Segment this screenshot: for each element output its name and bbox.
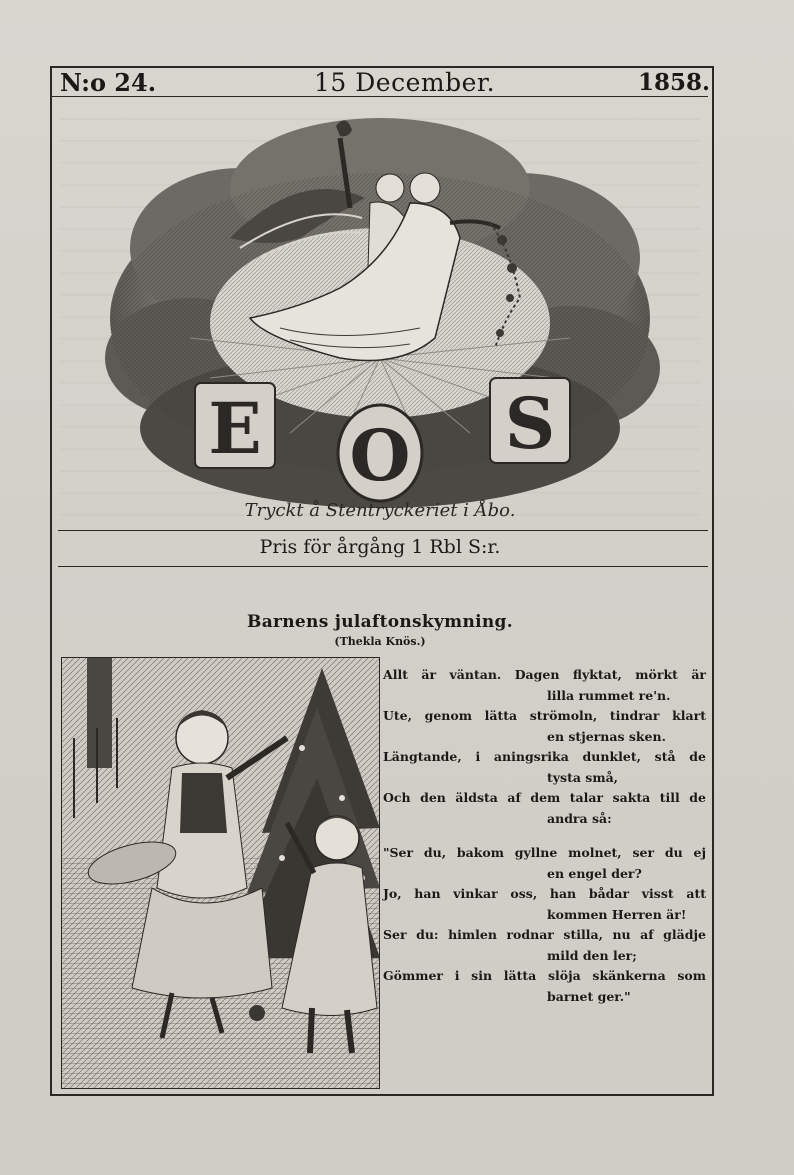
poem-body [383,665,708,1007]
poem-line: kommen Herren är! [547,906,687,922]
printer-credit: Tryckt å Stentryckeriet i Åbo. [244,500,516,521]
poem-line: Allt är väntan. Dagen flyktat, mörkt är [383,667,706,682]
issue-year: 1858. [638,69,711,96]
poem-line: Ser du: himlen rodnar stilla, nu af glädje [383,927,706,942]
subscription-price: Pris för årgång 1 Rbl S:r. [259,536,501,558]
poem-line: en stjernas sken. [547,728,666,744]
poem-title: Barnens julaftonskymning. [247,612,513,632]
christmas-illustration [61,657,380,1089]
masthead-letter-s: S [504,382,556,465]
poem-line: lilla rummet re'n. [547,687,671,703]
children-tree-engraving [62,658,379,1088]
issue-date: 15 December. [314,68,496,97]
poem-line: mild den ler; [547,947,637,963]
poem-stanza-1 [383,665,708,829]
masthead-illustration [100,108,660,533]
poem-line: Längtande, i aningsrika dunklet, stå de [383,749,706,764]
masthead-letter-e: E [208,387,262,470]
poem-line: "Ser du, bakom gyllne molnet, ser du ej [383,845,706,860]
poem-line: Gömmer i sin lätta slöja skänkerna som [383,968,706,983]
poem-line: Och den äldsta af dem talar sakta till de [383,790,706,805]
poem-line: Jo, han vinkar oss, han bådar visst att [383,886,706,901]
masthead-letter-o: O [349,414,411,497]
header-row [52,68,711,97]
poem-line: Ute, genom lätta strömoln, tindrar klart [383,708,706,723]
poem-author: (Thekla Knös.) [334,635,426,648]
stanza-gap [383,829,708,843]
issue-number: N:o 24. [60,68,157,97]
poem-line: barnet ger." [547,988,631,1004]
rule-bottom [58,566,708,567]
poem-line: en engel der? [547,865,642,881]
poem-line: andra så: [547,810,612,826]
poem-line: tysta små, [547,769,619,785]
poem-stanza-2 [383,843,708,1007]
rule-top [58,530,708,531]
